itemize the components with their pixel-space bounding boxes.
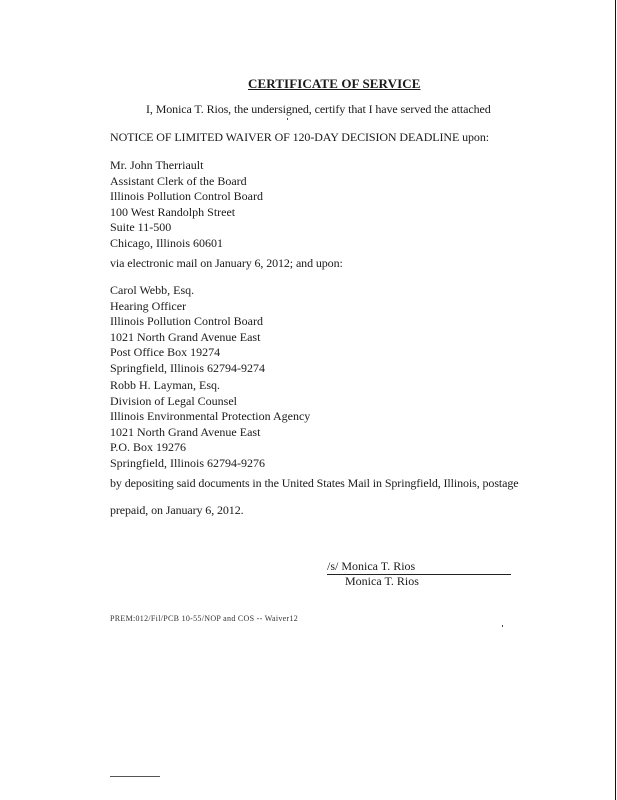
address-line: Springfield, Illinois 62794-9274: [110, 360, 265, 375]
address-line: Illinois Pollution Control Board: [110, 189, 264, 203]
address-line: Springfield, Illinois 62794-9276: [110, 455, 265, 470]
address-line: Hearing Officer: [110, 298, 187, 313]
intro-line: I, Monica T. Rios, the undersigned, certify that I have served the attached: [146, 102, 491, 116]
address-line: Chicago, Illinois 60601: [110, 235, 223, 250]
document-title: CERTIFICATE OF SERVICE: [248, 76, 421, 91]
via-line: via electronic mail on January 6, 2012; and upon:: [110, 256, 343, 270]
address-line: Illinois Environmental Protection Agency: [110, 409, 311, 423]
electronic-signature: /s/ Monica T. Rios: [327, 559, 416, 573]
address-line: Carol Webb, Esq.: [110, 283, 195, 297]
address-line: 1021 North Grand Avenue East: [110, 424, 261, 439]
recipient-address-2: [110, 283, 265, 376]
page-edge: [615, 0, 616, 800]
recipient-address-1: [110, 158, 263, 251]
address-line: 100 West Randolph Street: [110, 204, 236, 219]
notice-line: NOTICE OF LIMITED WAIVER OF 120-DAY DECISION DEADLINE upon:: [110, 130, 489, 144]
address-line: Illinois Pollution Control Board: [110, 314, 264, 328]
address-line: Division of Legal Counsel: [110, 393, 237, 408]
address-line: Post Office Box 19274: [110, 345, 221, 359]
printed-name: Monica T. Rios: [345, 574, 419, 588]
deposit-line: by depositing said documents in the United States Mail in Springfield, Illinois, postage: [110, 476, 519, 490]
scan-speck: [502, 625, 503, 627]
bottom-rule: [110, 776, 160, 777]
address-line: Assistant Clerk of the Board: [110, 173, 247, 188]
signature-line: [327, 560, 511, 575]
prepaid-line: prepaid, on January 6, 2012.: [110, 503, 244, 517]
address-line: 1021 North Grand Avenue East: [110, 329, 261, 344]
address-line: Suite 11-500: [110, 220, 172, 234]
address-line: P.O. Box 19276: [110, 440, 187, 454]
address-line: Robb H. Layman, Esq.: [110, 378, 220, 392]
recipient-address-3: [110, 378, 310, 471]
address-line: Mr. John Therriault: [110, 158, 204, 172]
signature-block: [327, 559, 511, 588]
scan-speck: [287, 118, 288, 120]
footer-reference: PREM:012/Fil/PCB 10-55/NOP and COS -- Waiver12: [110, 614, 299, 623]
